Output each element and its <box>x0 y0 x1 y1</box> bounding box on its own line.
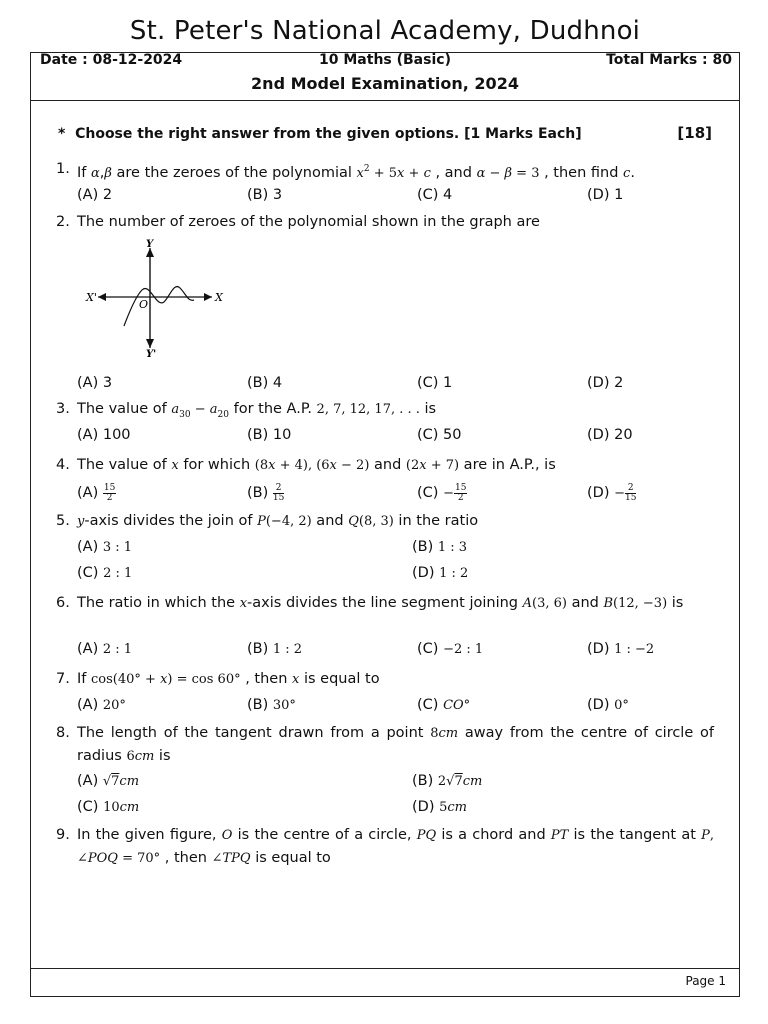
option-d: (D) 20 <box>587 427 633 443</box>
option-c: (C) −2 : 1 <box>417 641 484 657</box>
question-number: 4. <box>56 457 70 473</box>
footer-divider <box>30 968 740 969</box>
polynomial-curve <box>124 287 194 326</box>
question-text: In the given figure, O is the centre of a circle, PQ is a chord and PT is the tangent at P, ∠POQ = 70° , then ∠TPQ is equal to <box>77 827 714 866</box>
option-b: (B) 1 : 3 <box>412 539 468 555</box>
page-number: Page 1 <box>685 974 726 988</box>
option-a: (A) 100 <box>77 427 131 443</box>
question-number: 8. <box>56 725 70 741</box>
question-number: 6. <box>56 595 70 611</box>
bullet: * <box>58 126 66 142</box>
question-text: The length of the tangent drawn from a point 8cm away from the centre of circle of radius 6cm is <box>77 725 714 764</box>
question-text: y-axis divides the join of P(−4, 2) and Q(8, 3) in the ratio <box>77 513 479 529</box>
question-number: 9. <box>56 827 70 843</box>
question-number: 7. <box>56 671 70 687</box>
question-text: The number of zeroes of the polynomial shown in the graph are <box>77 214 540 230</box>
option-c: (C) 2 : 1 <box>77 565 133 581</box>
x-left-label: X' <box>86 291 97 304</box>
option-b: (B) 3 <box>247 187 283 203</box>
question-text: The ratio in which the x-axis divides the line segment joining A(3, 6) and B(12, −3) is <box>77 595 684 611</box>
question-3 <box>56 398 714 443</box>
option-c: (C) CO° <box>417 697 471 713</box>
question-text: The value of x for which (8x + 4), (6x − 2) and (2x + 7) are in A.P., is <box>77 457 556 473</box>
section-marks: [18] <box>677 124 712 142</box>
option-b: (B) 1 : 2 <box>247 641 303 657</box>
option-d: (D) − $\frac{2}{15}$ <box>587 482 637 503</box>
question-number: 3. <box>56 401 70 417</box>
option-a: (A) 20° <box>77 697 126 713</box>
school-name: St. Peter's National Academy, Dudhnoi <box>129 16 641 46</box>
question-text: If α,β are the zeroes of the polynomial $x^2 + 5x + c$ , and α − β = 3 , then find c. <box>77 164 635 181</box>
option-a: (A) √7cm <box>77 773 140 789</box>
question-5 <box>56 510 714 581</box>
option-d: (D) 1 : −2 <box>587 641 655 657</box>
option-a: (A) 2 <box>77 187 113 203</box>
option-c: (C) − $\frac{15}{2}$ <box>417 482 467 503</box>
question-text: The value of $a_{30} - a_{20}$ for the A.P. 2, 7, 12, 17, . . . is <box>77 401 437 420</box>
option-a: (A) $\frac{15}{2}$ <box>77 482 116 503</box>
y-arrow-down <box>146 339 154 348</box>
option-c: (C) 50 <box>417 427 462 443</box>
option-d: (D) 5cm <box>412 799 467 815</box>
question-8 <box>56 722 714 815</box>
option-a: (A) 2 : 1 <box>77 641 133 657</box>
exam-date: Date : 08-12-2024 <box>40 52 183 68</box>
question-number: 2. <box>56 214 70 230</box>
question-2 <box>56 211 714 391</box>
y-top-label: Y <box>146 239 154 250</box>
x-arrow-right <box>204 293 212 301</box>
option-b: (B) 10 <box>247 427 292 443</box>
option-a: (A) 3 <box>77 375 113 391</box>
option-c: (C) 4 <box>417 187 453 203</box>
total-marks: Total Marks : 80 <box>606 52 732 68</box>
polynomial-graph <box>84 238 224 360</box>
question-number: 1. <box>56 161 70 177</box>
question-4 <box>56 454 714 503</box>
x-arrow-left <box>98 293 106 301</box>
question-9 <box>56 824 714 870</box>
option-b: (B) $\frac{2}{15}$ <box>247 482 285 503</box>
exam-title: 2nd Model Examination, 2024 <box>251 74 519 93</box>
section-instruction <box>58 126 582 142</box>
option-b: (B) 4 <box>247 375 283 391</box>
option-b: (B) 2√7cm <box>412 773 483 789</box>
header-frame <box>30 52 740 100</box>
question-7 <box>56 668 714 713</box>
y-bottom-label: Y' <box>146 349 157 360</box>
origin-label: O <box>139 298 149 311</box>
option-b: (B) 30° <box>247 697 296 713</box>
question-6 <box>56 592 714 657</box>
option-c: (C) 10cm <box>77 799 140 815</box>
option-d: (D) 0° <box>587 697 629 713</box>
instruction-text: Choose the right answer from the given options. [1 Marks Each] <box>75 126 582 142</box>
question-number: 5. <box>56 513 70 529</box>
exam-page <box>30 0 740 997</box>
option-d: (D) 1 <box>587 187 624 203</box>
question-1 <box>56 158 714 203</box>
option-a: (A) 3 : 1 <box>77 539 133 555</box>
option-c: (C) 1 <box>417 375 453 391</box>
subject: 10 Maths (Basic) <box>319 52 451 68</box>
option-d: (D) 2 <box>587 375 624 391</box>
x-right-label: X <box>215 291 223 304</box>
question-text: If cos(40° + x) = cos 60° , then x is equal to <box>77 671 380 687</box>
option-d: (D) 1 : 2 <box>412 565 469 581</box>
